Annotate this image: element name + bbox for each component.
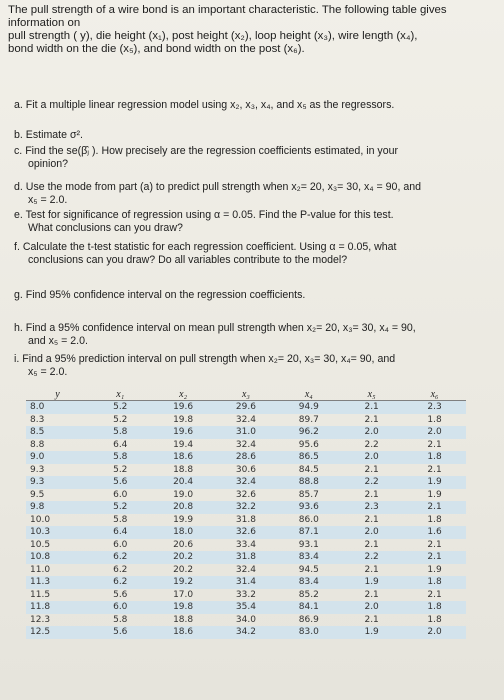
table-cell: 10.8 [26,551,89,564]
question-f-text: Calculate the t-test statistic for each regression coefficient. Using α = 0.05, what [22,241,397,253]
intro-line-2: pull strength ( y), die height (x₁), post height (x₂), loop height (x₃), wire length (x₄), [8,30,418,42]
table-cell: 5.6 [89,626,152,639]
table-cell: 32.4 [215,476,278,489]
table-cell: 32.4 [235,564,256,575]
table-cell: 31.0 [215,426,278,439]
table-cell: 19.8 [173,414,194,425]
table-cell: 19.4 [173,439,194,450]
table-cell: 2.1 [364,414,379,425]
table-cell: 33.2 [235,589,256,600]
col-header-y: y [26,388,89,401]
table-cell: 2.3 [403,401,466,414]
table-cell: 29.6 [215,401,278,414]
table-cell: 86.9 [298,614,319,625]
table-cell: 10.3 [26,526,89,539]
table-cell: 33.4 [235,539,256,550]
table-cell: 18.0 [152,526,215,539]
table-row [26,464,466,477]
table-cell: 83.4 [277,576,340,589]
table-cell: 2.2 [340,551,403,564]
table-cell: 1.9 [427,489,442,500]
table-cell: 1.8 [403,601,466,614]
table-cell: 2.1 [364,464,379,475]
table-cell: 11.3 [26,576,89,589]
table-cell: 20.2 [173,564,194,575]
table-cell: 32.4 [235,439,256,450]
table-row [26,601,466,614]
table-cell: 32.4 [235,414,256,425]
table-row [26,401,466,414]
table-cell: 18.6 [152,451,215,464]
table-cell: 9.0 [26,451,89,464]
table-cell: 9.8 [26,501,89,514]
table-cell: 31.8 [235,514,256,525]
question-d-text: Use the mode from part (a) to predict pull strength when x₂= 20, x₃= 30, x₄ = 90, and [25,181,422,193]
table-cell: 88.8 [277,476,340,489]
table-cell: 86.5 [277,451,340,464]
table-cell: 18.6 [152,626,215,639]
table-cell: 6.2 [89,551,152,564]
question-a-label: a. [14,99,23,111]
table-row [26,589,466,602]
table-cell: 5.8 [113,614,128,625]
table-cell: 2.1 [340,401,403,414]
table-cell: 83.0 [277,626,340,639]
table-cell: 5.2 [89,401,152,414]
table-cell: 96.2 [277,426,340,439]
question-e-continuation: What conclusions can you draw? [28,222,183,234]
question-g-label: g. [14,289,23,301]
question-e [14,209,394,235]
table-row [26,564,466,577]
table-cell: 32.2 [215,501,278,514]
table-cell: 2.2 [364,439,379,450]
table-cell: 11.0 [30,564,51,575]
question-h-label: h. [14,322,23,334]
table-body [26,401,466,639]
table-cell: 28.6 [215,451,278,464]
table-cell: 5.2 [89,501,152,514]
table-cell: 9.3 [26,476,89,489]
question-h-continuation: and x₅ = 2.0. [28,335,88,347]
table-cell: 20.2 [152,551,215,564]
table-cell: 2.1 [364,514,379,525]
table-cell: 1.9 [403,476,466,489]
table-cell: 2.1 [427,439,442,450]
table-cell: 6.0 [113,489,128,500]
table-cell: 31.4 [215,576,278,589]
question-a [14,99,394,112]
table-cell: 12.3 [30,614,51,625]
table-cell: 94.9 [277,401,340,414]
table-cell: 9.3 [30,464,45,475]
table-cell: 2.1 [364,614,379,625]
table-cell: 5.6 [113,589,128,600]
question-d [14,181,421,207]
table-cell: 94.5 [298,564,319,575]
question-b-text: Estimate σ². [25,129,83,141]
table-cell: 6.0 [113,539,128,550]
table-cell: 2.0 [403,626,466,639]
question-g-text: Find 95% confidence interval on the regression coefficients. [25,289,306,301]
table-cell: 19.9 [173,514,194,525]
table-cell: 2.0 [403,426,466,439]
question-d-continuation: x₅ = 2.0. [28,194,68,206]
table-cell: 2.0 [340,451,403,464]
table-cell: 8.3 [30,414,45,425]
table-cell: 2.1 [364,489,379,500]
table-cell: 85.2 [298,589,319,600]
table-cell: 19.6 [152,426,215,439]
table-cell: 2.1 [427,589,442,600]
col-header-x4: x₄ [277,388,340,401]
table-cell: 2.0 [340,601,403,614]
table-cell: 1.8 [427,414,442,425]
table-cell: 9.5 [30,489,45,500]
table-cell: 19.0 [173,489,194,500]
table-cell: 10.0 [30,514,51,525]
table-cell: 84.5 [298,464,319,475]
table-cell: 8.0 [26,401,89,414]
table-cell: 11.8 [26,601,89,614]
col-header-x5: x₅ [340,388,403,401]
question-e-text: Test for significance of regression using α = 0.05. Find the P-value for this test. [25,209,394,221]
table-row [26,539,466,552]
table-cell: 5.8 [113,514,128,525]
table-cell: 8.5 [26,426,89,439]
table-cell: 20.4 [152,476,215,489]
table-cell: 6.2 [89,576,152,589]
table-cell: 31.8 [215,551,278,564]
question-f-continuation: conclusions can you draw? Do all variables contribute to the model? [28,254,348,266]
table-cell: 2.1 [364,539,379,550]
question-b [14,129,83,142]
table-cell: 11.5 [30,589,51,600]
question-c-text: Find the se(β̂ⱼ ). How precisely are the regression coefficients estimated, in your [25,145,399,157]
table-cell: 32.6 [215,526,278,539]
table-cell: 6.0 [89,601,152,614]
table-cell: 1.9 [427,564,442,575]
table-cell: 5.6 [89,476,152,489]
table-row [26,439,466,452]
table-cell: 2.0 [340,426,403,439]
table-cell: 2.1 [403,501,466,514]
table-row [26,489,466,502]
table-cell: 5.2 [113,414,128,425]
col-header-x3: x₃ [215,388,278,401]
question-e-label: e. [14,209,23,221]
question-d-label: d. [14,181,23,193]
table-cell: 32.6 [235,489,256,500]
question-i-text: Find a 95% prediction interval on pull strength when x₂= 20, x₃= 30, x₄= 90, and [22,353,396,365]
question-h [14,322,416,348]
table-cell: 18.8 [173,464,194,475]
table-row [26,526,466,539]
table-cell: 2.1 [364,564,379,575]
table-cell: 1.6 [403,526,466,539]
table-cell: 8.8 [30,439,45,450]
table-cell: 1.8 [427,614,442,625]
table-row [26,451,466,464]
question-g [14,289,305,302]
table-cell: 85.7 [298,489,319,500]
table-cell: 95.6 [298,439,319,450]
intro-line-3: bond width on the die (x₅), and bond width on the post (x₆). [8,43,305,55]
table-cell: 30.6 [235,464,256,475]
table-cell: 20.6 [173,539,194,550]
table-cell: 2.1 [403,551,466,564]
table-cell: 19.6 [152,401,215,414]
question-i [14,353,395,379]
question-h-text: Find a 95% confidence interval on mean pull strength when x₂= 20, x₃= 30, x₄ = 90, [25,322,416,334]
table-cell: 2.1 [364,589,379,600]
table-cell: 19.2 [152,576,215,589]
table-cell: 1.8 [403,451,466,464]
table-row [26,414,466,427]
table-row [26,426,466,439]
table-cell: 83.4 [277,551,340,564]
table-cell: 84.1 [277,601,340,614]
table-cell: 5.8 [89,426,152,439]
question-c-continuation: opinion? [28,158,69,170]
table-cell: 10.5 [30,539,51,550]
table-cell: 17.0 [173,589,194,600]
table-row [26,514,466,527]
wire-bond-data-table-wrap [26,388,498,639]
question-f [14,241,397,267]
table-cell: 2.0 [340,526,403,539]
table-cell: 34.0 [235,614,256,625]
table-cell: 12.5 [26,626,89,639]
table-row [26,551,466,564]
table-cell: 18.8 [173,614,194,625]
table-row [26,576,466,589]
table-cell: 2.1 [427,539,442,550]
table-row [26,476,466,489]
table-cell: 20.8 [152,501,215,514]
question-i-label: i. [14,353,20,365]
table-cell: 93.1 [298,539,319,550]
table-cell: 6.4 [113,439,128,450]
problem-intro [8,4,496,56]
question-c [14,145,398,171]
intro-line-1: The pull strength of a wire bond is an important characteristic. The following table gives information on [8,4,447,29]
table-cell: 6.2 [113,564,128,575]
table-cell: 5.8 [89,451,152,464]
table-cell: 19.8 [152,601,215,614]
col-header-x2: x₂ [152,388,215,401]
table-header-row [26,388,466,401]
question-b-label: b. [14,129,23,141]
table-row [26,501,466,514]
wire-bond-data-table [26,388,466,639]
table-row [26,614,466,627]
table-cell: 1.8 [403,576,466,589]
table-cell: 5.2 [113,464,128,475]
table-cell: 93.6 [277,501,340,514]
table-cell: 35.4 [215,601,278,614]
col-header-x1: x₁ [89,388,152,401]
table-cell: 2.3 [340,501,403,514]
table-cell: 1.9 [340,626,403,639]
table-row [26,626,466,639]
table-cell: 2.2 [340,476,403,489]
table-cell: 86.0 [298,514,319,525]
table-cell: 2.1 [427,464,442,475]
question-i-continuation: x₅ = 2.0. [28,366,68,378]
table-cell: 89.7 [298,414,319,425]
table-cell: 34.2 [215,626,278,639]
table-cell: 1.9 [340,576,403,589]
question-a-text: Fit a multiple linear regression model using x₂, x₃, x₄, and x₅ as the regressors. [25,99,395,111]
col-header-x6: x₆ [403,388,466,401]
table-cell: 1.8 [427,514,442,525]
table-cell: 87.1 [277,526,340,539]
question-c-label: c. [14,145,23,157]
table-cell: 6.4 [89,526,152,539]
question-f-label: f. [14,241,20,253]
